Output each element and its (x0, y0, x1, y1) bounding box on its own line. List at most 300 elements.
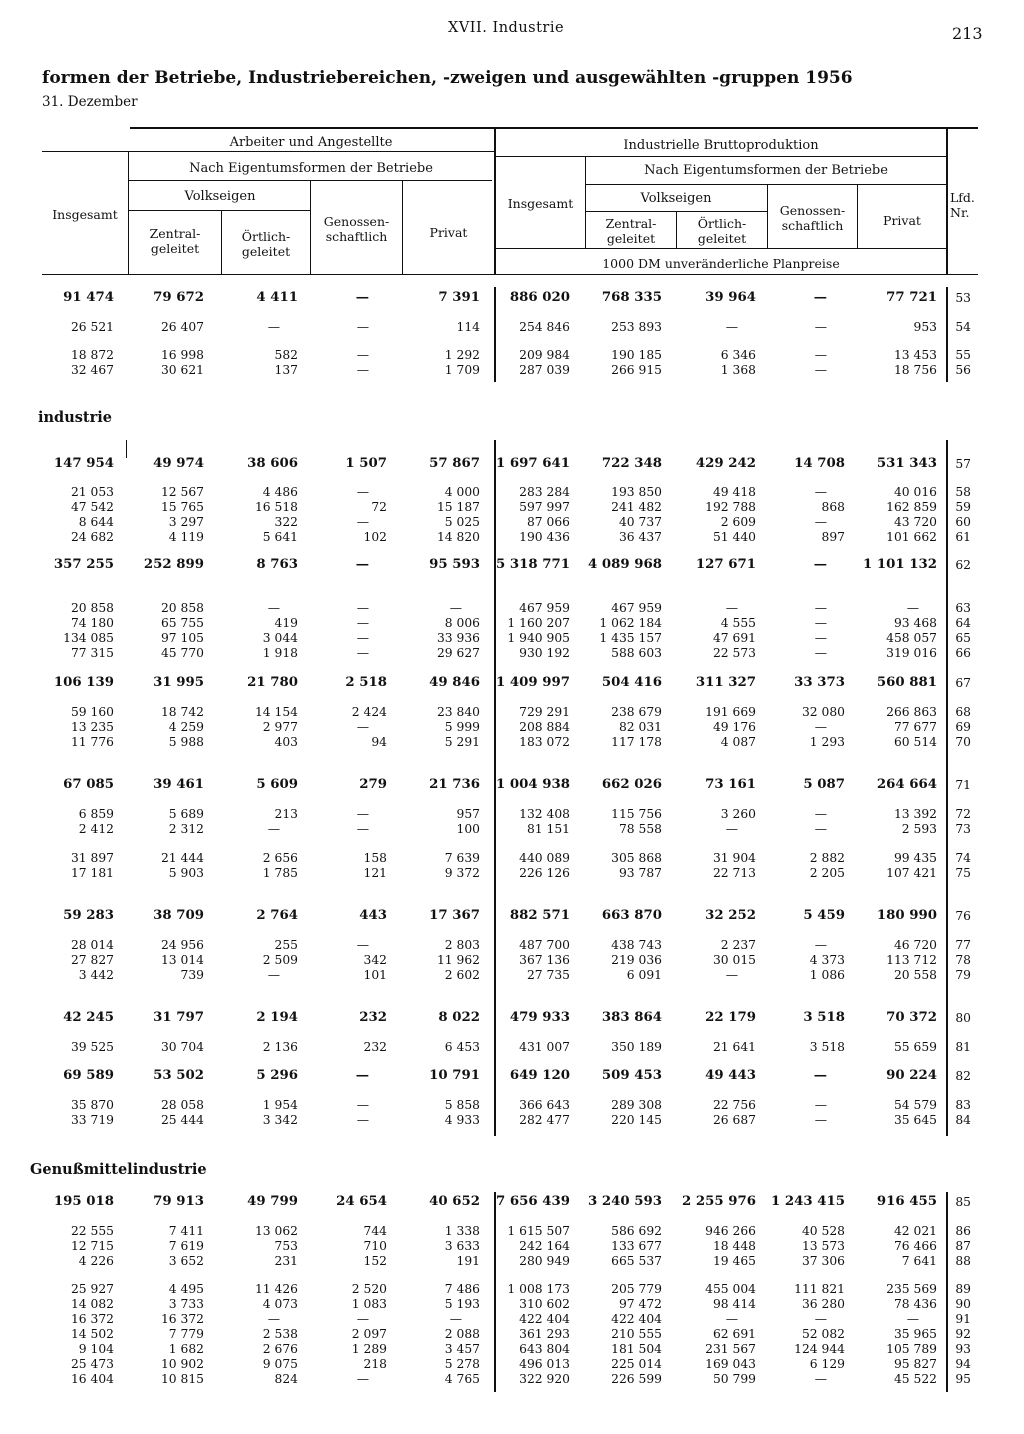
privat-cell: 8 006 (444, 616, 480, 630)
brutto-oertlich-cell: 311 327 (695, 675, 756, 690)
brutto-insgesamt-cell: 322 920 (519, 1372, 570, 1386)
brutto-insgesamt-cell: 27 735 (526, 968, 570, 982)
brutto-genossen-cell: — (814, 320, 827, 334)
brutto-zentral-cell: 40 737 (618, 515, 662, 529)
header-zentral-left: Zentral- geleitet (149, 226, 201, 256)
brutto-insgesamt-cell: 1 004 938 (495, 777, 570, 792)
genossen-cell: — (356, 720, 369, 734)
oertlich-cell: 8 763 (256, 557, 298, 572)
zentral-cell: 45 770 (160, 646, 204, 660)
insgesamt-cell: 24 682 (70, 530, 114, 544)
genossen-cell: — (356, 631, 369, 645)
oertlich-cell: 255 (274, 938, 298, 952)
lfd-nr-cell: 95 (955, 1372, 971, 1386)
oertlich-cell: — (267, 822, 280, 836)
brutto-oertlich-cell: 30 015 (712, 953, 756, 967)
privat-cell: — (449, 1312, 462, 1326)
lfd-nr-cell: 86 (955, 1224, 971, 1238)
page-number: 213 (952, 24, 983, 43)
brutto-privat-cell: 99 435 (893, 851, 937, 865)
brutto-insgesamt-cell: 226 126 (519, 866, 570, 880)
zentral-cell: 79 672 (153, 290, 204, 305)
brutto-oertlich-cell: 32 252 (705, 908, 756, 923)
brutto-zentral-cell: 350 189 (611, 1040, 662, 1054)
brutto-zentral-cell: 1 435 157 (599, 631, 662, 645)
zentral-cell: 21 444 (160, 851, 204, 865)
insgesamt-cell: 69 589 (63, 1068, 114, 1083)
header-rule-volkseigen-left (128, 210, 310, 211)
lfd-nr-cell: 76 (955, 909, 971, 923)
header-oertlich-right: Örtlich- geleitet (697, 216, 747, 246)
brutto-genossen-cell: — (814, 1098, 827, 1112)
brutto-insgesamt-cell: 1 160 207 (507, 616, 570, 630)
brutto-privat-cell: 90 224 (886, 1068, 937, 1083)
insgesamt-cell: 134 085 (63, 631, 114, 645)
header-arbeiter: Arbeiter und Angestellte (229, 135, 393, 150)
brutto-genossen-cell: 13 573 (801, 1239, 845, 1253)
brutto-zentral-cell: 219 036 (611, 953, 662, 967)
brutto-privat-cell: 40 016 (893, 485, 937, 499)
brutto-zentral-cell: 289 308 (611, 1098, 662, 1112)
brutto-privat-cell: 55 659 (893, 1040, 937, 1054)
brutto-genossen-cell: — (814, 601, 827, 615)
header-privat-right: Privat (883, 213, 921, 228)
brutto-genossen-cell: 14 708 (794, 456, 845, 471)
brutto-oertlich-cell: 98 414 (712, 1297, 756, 1311)
brutto-insgesamt-cell: 310 602 (519, 1297, 570, 1311)
lfd-nr-cell: 63 (955, 601, 971, 615)
privat-cell: 5 193 (444, 1297, 480, 1311)
brutto-insgesamt-cell: 5 318 771 (495, 557, 570, 572)
brutto-oertlich-cell: 19 465 (712, 1254, 756, 1268)
insgesamt-cell: 22 555 (70, 1224, 114, 1238)
insgesamt-cell: 77 315 (70, 646, 114, 660)
brutto-privat-cell: 35 645 (893, 1113, 937, 1127)
brutto-genossen-cell: 124 944 (794, 1342, 845, 1356)
brutto-privat-cell: 107 421 (886, 866, 937, 880)
privat-cell: 1 709 (444, 363, 480, 377)
brutto-zentral-cell: 36 437 (618, 530, 662, 544)
brutto-genossen-cell: — (813, 557, 827, 572)
insgesamt-cell: 106 139 (53, 675, 114, 690)
lfd-nr-cell: 57 (955, 457, 971, 471)
oertlich-cell: 213 (274, 807, 298, 821)
brutto-zentral-cell: 210 555 (611, 1327, 662, 1341)
brutto-oertlich-cell: 946 266 (705, 1224, 756, 1238)
zentral-cell: 24 956 (160, 938, 204, 952)
brutto-privat-cell: 2 593 (901, 822, 937, 836)
oertlich-cell: 137 (274, 363, 298, 377)
privat-cell: 95 593 (429, 557, 480, 572)
lfd-nr-cell: 74 (955, 851, 971, 865)
brutto-genossen-cell: 3 518 (803, 1010, 845, 1025)
genossen-cell: 2 424 (351, 705, 387, 719)
brutto-privat-cell: 266 863 (886, 705, 937, 719)
oertlich-cell: 2 136 (262, 1040, 298, 1054)
header-rule-arbeiter (42, 151, 494, 152)
insgesamt-cell: 14 502 (70, 1327, 114, 1341)
genossen-cell: — (356, 1098, 369, 1112)
brutto-insgesamt-cell: 81 151 (526, 822, 570, 836)
brutto-zentral-cell: 133 677 (611, 1239, 662, 1253)
brutto-privat-cell: — (906, 1312, 919, 1326)
lfd-nr-cell: 67 (955, 676, 971, 690)
header-units: 1000 DM unveränderliche Planpreise (602, 256, 840, 271)
brutto-insgesamt-cell: 242 164 (519, 1239, 570, 1253)
privat-cell: 5 291 (444, 735, 480, 749)
brutto-genossen-cell: 1 293 (809, 735, 845, 749)
privat-cell: 3 457 (444, 1342, 480, 1356)
brutto-privat-cell: 77 721 (886, 290, 937, 305)
brutto-genossen-cell: — (814, 938, 827, 952)
privat-cell: 5 999 (444, 720, 480, 734)
brutto-zentral-cell: 3 240 593 (587, 1194, 662, 1209)
brutto-oertlich-cell: 31 904 (712, 851, 756, 865)
insgesamt-cell: 18 872 (70, 348, 114, 362)
insgesamt-cell: 2 412 (78, 822, 114, 836)
insgesamt-cell: 20 858 (70, 601, 114, 615)
brutto-insgesamt-cell: 87 066 (526, 515, 570, 529)
brutto-oertlich-cell: 49 176 (712, 720, 756, 734)
brutto-insgesamt-cell: 254 846 (519, 320, 570, 334)
insgesamt-cell: 67 085 (63, 777, 114, 792)
insgesamt-cell: 59 283 (63, 908, 114, 923)
oertlich-cell: 231 (274, 1254, 298, 1268)
genossen-cell: — (356, 1372, 369, 1386)
oertlich-cell: 2 676 (262, 1342, 298, 1356)
genossen-cell: 72 (371, 500, 387, 514)
brutto-zentral-cell: 115 756 (611, 807, 662, 821)
brutto-privat-cell: 76 466 (893, 1239, 937, 1253)
brutto-insgesamt-cell: 287 039 (519, 363, 570, 377)
oertlich-cell: 3 044 (262, 631, 298, 645)
brutto-genossen-cell: 32 080 (801, 705, 845, 719)
brutto-oertlich-cell: 3 260 (720, 807, 756, 821)
insgesamt-cell: 9 104 (78, 1342, 114, 1356)
zentral-cell: 2 312 (168, 822, 204, 836)
brutto-genossen-cell: 37 306 (801, 1254, 845, 1268)
lfd-nr-cell: 84 (955, 1113, 971, 1127)
brutto-insgesamt-cell: 208 884 (519, 720, 570, 734)
brutto-zentral-cell: 78 558 (618, 822, 662, 836)
insgesamt-cell: 31 897 (70, 851, 114, 865)
header-oertlich-left: Örtlich- geleitet (241, 229, 291, 259)
privat-cell: 33 936 (436, 631, 480, 645)
zentral-cell: 739 (180, 968, 204, 982)
privat-cell: 4 765 (444, 1372, 480, 1386)
lfd-nr-cell: 79 (955, 968, 971, 982)
brutto-insgesamt-cell: 190 436 (519, 530, 570, 544)
brutto-zentral-cell: 722 348 (601, 456, 662, 471)
zentral-cell: 15 765 (160, 500, 204, 514)
brutto-zentral-cell: 266 915 (611, 363, 662, 377)
lfd-nr-cell: 54 (955, 320, 971, 334)
brutto-zentral-cell: 1 062 184 (599, 616, 662, 630)
brutto-oertlich-cell: 1 368 (720, 363, 756, 377)
zentral-cell: 12 567 (160, 485, 204, 499)
lfd-nr-cell: 89 (955, 1282, 971, 1296)
insgesamt-cell: 147 954 (53, 456, 114, 471)
oertlich-cell: 11 426 (254, 1282, 298, 1296)
brutto-genossen-cell: — (813, 290, 827, 305)
zentral-cell: 7 619 (168, 1239, 204, 1253)
brutto-genossen-cell: 2 882 (809, 851, 845, 865)
zentral-cell: 18 742 (160, 705, 204, 719)
brutto-privat-cell: 42 021 (893, 1224, 937, 1238)
insgesamt-cell: 47 542 (70, 500, 114, 514)
genossen-cell: — (356, 348, 369, 362)
brutto-oertlich-cell: 4 087 (720, 735, 756, 749)
brutto-oertlich-cell: — (725, 601, 738, 615)
insgesamt-cell: 42 245 (63, 1010, 114, 1025)
brutto-insgesamt-cell: 1 615 507 (507, 1224, 570, 1238)
brutto-oertlich-cell: 169 043 (705, 1357, 756, 1371)
zentral-cell: 97 105 (160, 631, 204, 645)
brutto-genossen-cell: — (814, 485, 827, 499)
brutto-oertlich-cell: 49 443 (705, 1068, 756, 1083)
genossen-cell: — (356, 1312, 369, 1326)
insgesamt-cell: 11 776 (70, 735, 114, 749)
brutto-oertlich-cell: 191 669 (705, 705, 756, 719)
genossen-cell: 218 (363, 1357, 387, 1371)
oertlich-cell: 1 785 (262, 866, 298, 880)
insgesamt-cell: 35 870 (70, 1098, 114, 1112)
brutto-zentral-cell: 504 416 (601, 675, 662, 690)
genossen-cell: 2 520 (351, 1282, 387, 1296)
insgesamt-cell: 16 404 (70, 1372, 114, 1386)
brutto-oertlich-cell: 22 713 (712, 866, 756, 880)
oertlich-cell: 419 (274, 616, 298, 630)
oertlich-cell: 2 764 (256, 908, 298, 923)
oertlich-cell: 1 918 (262, 646, 298, 660)
insgesamt-cell: 12 715 (70, 1239, 114, 1253)
brutto-zentral-cell: 662 026 (601, 777, 662, 792)
brutto-privat-cell: 35 965 (893, 1327, 937, 1341)
brutto-zentral-cell: 190 185 (611, 348, 662, 362)
oertlich-cell: 2 509 (262, 953, 298, 967)
zentral-cell: 28 058 (160, 1098, 204, 1112)
brutto-genossen-cell: 4 373 (809, 953, 845, 967)
brutto-privat-cell: 20 558 (893, 968, 937, 982)
lfd-nr-cell: 91 (955, 1312, 971, 1326)
brutto-zentral-cell: 4 089 968 (587, 557, 662, 572)
genossen-cell: 24 654 (336, 1194, 387, 1209)
zentral-cell: 20 858 (160, 601, 204, 615)
brutto-zentral-cell: 238 679 (611, 705, 662, 719)
insgesamt-cell: 28 014 (70, 938, 114, 952)
oertlich-cell: 4 073 (262, 1297, 298, 1311)
oertlich-cell: 403 (274, 735, 298, 749)
brutto-zentral-cell: 438 743 (611, 938, 662, 952)
insgesamt-cell: 21 053 (70, 485, 114, 499)
brutto-oertlich-cell: 49 418 (712, 485, 756, 499)
header-privat-left: Privat (429, 225, 468, 240)
lfd-nr-cell: 59 (955, 500, 971, 514)
brutto-insgesamt-cell: 467 959 (519, 601, 570, 615)
brutto-genossen-cell: 6 129 (809, 1357, 845, 1371)
brutto-privat-cell: 531 343 (876, 456, 937, 471)
header-rule-brutto (496, 156, 946, 157)
oertlich-cell: 322 (274, 515, 298, 529)
privat-cell: 5 858 (444, 1098, 480, 1112)
brutto-oertlich-cell: 62 691 (712, 1327, 756, 1341)
privat-cell: 957 (456, 807, 480, 821)
brutto-privat-cell: 95 827 (893, 1357, 937, 1371)
genossen-cell: 121 (363, 866, 387, 880)
oertlich-cell: 753 (274, 1239, 298, 1253)
brutto-insgesamt-cell: 729 291 (519, 705, 570, 719)
brutto-genossen-cell: — (814, 631, 827, 645)
brutto-zentral-cell: 117 178 (611, 735, 662, 749)
brutto-zentral-cell: 665 537 (611, 1254, 662, 1268)
privat-cell: 40 652 (429, 1194, 480, 1209)
genossen-cell: — (356, 363, 369, 377)
brutto-insgesamt-cell: 366 643 (519, 1098, 570, 1112)
running-head: XVII. Industrie (448, 20, 565, 36)
privat-cell: 21 736 (429, 777, 480, 792)
lfd-nr-cell: 71 (955, 778, 971, 792)
oertlich-cell: 9 075 (262, 1357, 298, 1371)
zentral-cell: 5 903 (168, 866, 204, 880)
genossen-cell: — (356, 1113, 369, 1127)
brutto-insgesamt-cell: 431 007 (519, 1040, 570, 1054)
brutto-privat-cell: 46 720 (893, 938, 937, 952)
body-divider-right (946, 287, 948, 382)
lfd-nr-cell: 87 (955, 1239, 971, 1253)
brutto-genossen-cell: — (814, 616, 827, 630)
oertlich-cell: 38 606 (247, 456, 298, 471)
genossen-cell: — (355, 1068, 369, 1083)
genossen-cell: 101 (363, 968, 387, 982)
brutto-genossen-cell: — (814, 807, 827, 821)
zentral-cell: 30 621 (160, 363, 204, 377)
insgesamt-cell: 59 160 (70, 705, 114, 719)
privat-cell: 17 367 (429, 908, 480, 923)
zentral-cell: 10 902 (160, 1357, 204, 1371)
oertlich-cell: 49 799 (247, 1194, 298, 1209)
privat-cell: 2 803 (444, 938, 480, 952)
brutto-privat-cell: 264 664 (876, 777, 937, 792)
brutto-insgesamt-cell: 7 656 439 (495, 1194, 570, 1209)
genossen-cell: 710 (363, 1239, 387, 1253)
lfd-nr-cell: 94 (955, 1357, 971, 1371)
lfd-nr-cell: 78 (955, 953, 971, 967)
header-eigentum-right: Nach Eigentumsformen der Betriebe (644, 163, 888, 178)
header-volkseigen-left: Volkseigen (184, 189, 256, 204)
header-genossen-left: Genossen- schaftlich (323, 214, 390, 244)
zentral-cell: 4 119 (168, 530, 204, 544)
brutto-insgesamt-cell: 496 013 (519, 1357, 570, 1371)
genossen-cell: 1 083 (351, 1297, 387, 1311)
header-eigentum-left: Nach Eigentumsformen der Betriebe (189, 161, 433, 176)
brutto-privat-cell: 916 455 (876, 1194, 937, 1209)
genossen-cell: 744 (363, 1224, 387, 1238)
lfd-nr-cell: 53 (955, 291, 971, 305)
brutto-privat-cell: 93 468 (893, 616, 937, 630)
brutto-genossen-cell: 36 280 (801, 1297, 845, 1311)
zentral-cell: 3 297 (168, 515, 204, 529)
brutto-oertlich-cell: 22 573 (712, 646, 756, 660)
privat-cell: 114 (456, 320, 480, 334)
insgesamt-cell: 32 467 (70, 363, 114, 377)
privat-cell: 14 820 (436, 530, 480, 544)
body-divider-right (946, 440, 948, 1136)
brutto-oertlich-cell: 22 179 (705, 1010, 756, 1025)
brutto-privat-cell: 101 662 (886, 530, 937, 544)
genossen-cell: 1 507 (345, 456, 387, 471)
privat-cell: 5 278 (444, 1357, 480, 1371)
brutto-insgesamt-cell: 183 072 (519, 735, 570, 749)
insgesamt-cell: 195 018 (53, 1194, 114, 1209)
brutto-insgesamt-cell: 1 697 641 (495, 456, 570, 471)
genossen-cell: — (356, 601, 369, 615)
brutto-zentral-cell: 181 504 (611, 1342, 662, 1356)
privat-cell: 7 391 (438, 290, 480, 305)
privat-cell: 3 633 (444, 1239, 480, 1253)
lfd-nr-cell: 70 (955, 735, 971, 749)
genossen-cell: — (356, 646, 369, 660)
lfd-nr-cell: 56 (955, 363, 971, 377)
privat-cell: 8 022 (438, 1010, 480, 1025)
brutto-oertlich-cell: 231 567 (705, 1342, 756, 1356)
brutto-privat-cell: 13 453 (893, 348, 937, 362)
lfd-nr-cell: 81 (955, 1040, 971, 1054)
lfd-nr-cell: 64 (955, 616, 971, 630)
header-volkseigen-right: Volkseigen (640, 191, 712, 206)
brutto-insgesamt-cell: 487 700 (519, 938, 570, 952)
insgesamt-cell: 13 235 (70, 720, 114, 734)
insgesamt-cell: 74 180 (70, 616, 114, 630)
oertlich-cell: 2 656 (262, 851, 298, 865)
zentral-cell: 4 495 (168, 1282, 204, 1296)
zentral-cell: 252 899 (143, 557, 204, 572)
brutto-insgesamt-cell: 1 940 905 (507, 631, 570, 645)
privat-cell: 9 372 (444, 866, 480, 880)
oertlich-cell: 14 154 (254, 705, 298, 719)
zentral-cell: 16 372 (160, 1312, 204, 1326)
brutto-insgesamt-cell: 209 984 (519, 348, 570, 362)
brutto-insgesamt-cell: 1 008 173 (507, 1282, 570, 1296)
insgesamt-cell: 25 473 (70, 1357, 114, 1371)
oertlich-cell: — (267, 601, 280, 615)
insgesamt-cell: 27 827 (70, 953, 114, 967)
brutto-oertlich-cell: 192 788 (705, 500, 756, 514)
brutto-privat-cell: 78 436 (893, 1297, 937, 1311)
brutto-privat-cell: 13 392 (893, 807, 937, 821)
lfd-nr-cell: 75 (955, 866, 971, 880)
brutto-insgesamt-cell: 361 293 (519, 1327, 570, 1341)
lfd-nr-cell: 68 (955, 705, 971, 719)
brutto-privat-cell: 113 712 (886, 953, 937, 967)
brutto-privat-cell: 7 641 (901, 1254, 937, 1268)
privat-cell: — (449, 601, 462, 615)
insgesamt-cell: 26 521 (70, 320, 114, 334)
zentral-cell: 5 689 (168, 807, 204, 821)
brutto-zentral-cell: 193 850 (611, 485, 662, 499)
brutto-zentral-cell: 588 603 (611, 646, 662, 660)
genossen-cell: 1 289 (351, 1342, 387, 1356)
privat-cell: 29 627 (436, 646, 480, 660)
lfd-nr-cell: 88 (955, 1254, 971, 1268)
genossen-cell: — (356, 938, 369, 952)
brutto-oertlich-cell: — (725, 822, 738, 836)
brutto-insgesamt-cell: 886 020 (509, 290, 570, 305)
privat-cell: 4 933 (444, 1113, 480, 1127)
privat-cell: 2 602 (444, 968, 480, 982)
privat-cell: 2 088 (444, 1327, 480, 1341)
insgesamt-cell: 25 927 (70, 1282, 114, 1296)
header-vrule (946, 127, 948, 274)
